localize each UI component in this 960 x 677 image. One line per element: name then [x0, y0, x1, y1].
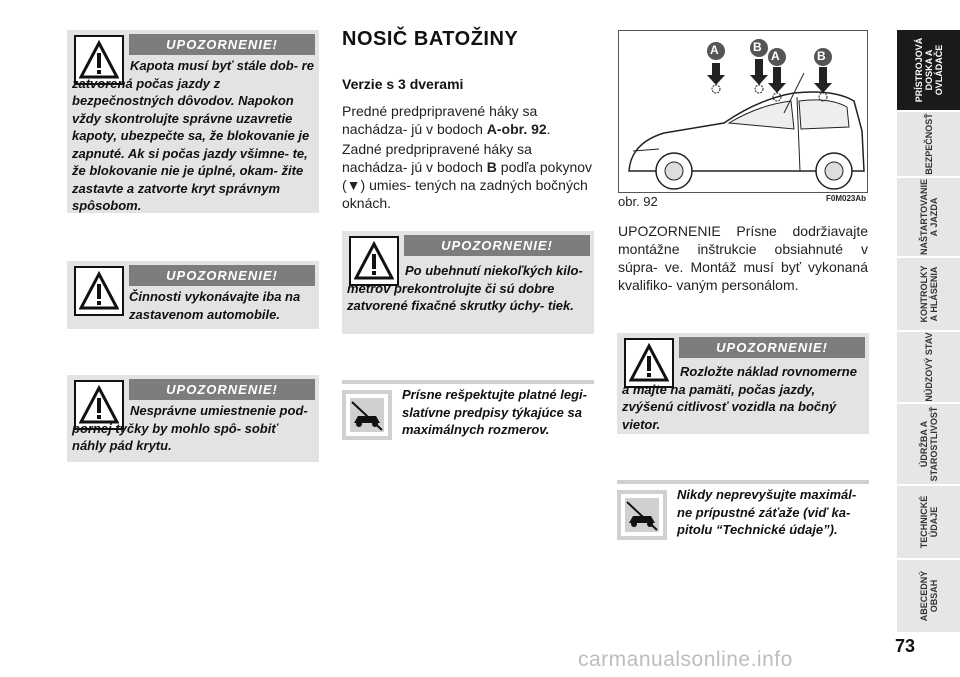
paragraph-front-hooks: Predné predpripravené háky sa nachádza- jú v bodoch A-obr. 92.: [342, 103, 551, 137]
tab-nastartovanie[interactable]: NAŠTARTOVANIE A JAZDA: [897, 178, 960, 256]
sign-text: Prísne rešpektujte platné legi- slatívne predpisy týkajúce sa maximálnych rozmerov.: [402, 387, 587, 437]
warning-text: Rozložte náklad rovnomerne a majte na pamäti, počas jazdy, zvýšenú citlivosť vozidla na bočný vietor.: [622, 364, 857, 432]
page-title: NOSIČ BATOŽINY: [342, 28, 519, 50]
warning-box-stopped: [67, 261, 319, 329]
warning-text: Kapota musí byť stále dob- re zatvorená počas jazdy z bezpečnostných dôvodov. Napokon vždy skontrolujte správne uzavretie kapoty, ubezpečte sa, že blokovanie je zapnuté. Ak si počas jazdy všimne- te, že blokovanie nie je úplné, okam- žite zastavte a zatvorte kryt správnym spôsobom.: [72, 58, 314, 213]
fig-label-b2: B: [817, 49, 826, 63]
tab-nudzovy-stav[interactable]: NÚDZOVÝ STAV: [897, 332, 960, 402]
warning-box-load: [617, 333, 869, 434]
sign-text: Nikdy neprevyšujte maximál- ne prípustné záťaže (viď ka- pitolu “Technické údaje”).: [677, 487, 857, 537]
divider: [342, 380, 594, 384]
tab-pristrojova-doska[interactable]: PRÍSTROJOVÁ DOSKA A OVLÁDAČE: [897, 30, 960, 110]
warning-header: UPOZORNENIE!: [129, 265, 315, 286]
watermark: carmanualsonline.info: [578, 648, 793, 671]
warning-box-support-rod: [67, 375, 319, 462]
triangle-down-icon: ▼: [346, 177, 361, 193]
figure-code: F0M023Ab: [826, 194, 867, 203]
legal-sign-box: [342, 380, 594, 442]
divider: [617, 480, 869, 484]
car-dimensions-sign-icon: [342, 390, 392, 440]
tab-bezpecnost[interactable]: BEZPEČNOSŤ: [897, 112, 960, 176]
tab-udrzba[interactable]: ÚDRŽBA A STAROSTLIVOSŤ: [897, 404, 960, 484]
warning-box-hood: [67, 30, 319, 213]
fig-label-a1: A: [710, 43, 719, 57]
warning-header: UPOZORNENIE!: [129, 34, 315, 55]
figure-caption: obr. 92: [618, 194, 658, 209]
tab-kontrolky[interactable]: KONTROLKY A HLÁSENIA: [897, 258, 960, 330]
warning-text: Činnosti vykonávajte iba na zastavenom automobile.: [129, 289, 301, 322]
warning-header: UPOZORNENIE!: [404, 235, 590, 256]
warning-header: UPOZORNENIE!: [679, 337, 865, 358]
car-load-sign-icon: [617, 490, 667, 540]
warning-text: Po ubehnutí niekoľkých kilo- metrov prekontrolujte či sú dobre zatvorené fixačné skrutky úchy- tiek.: [347, 263, 583, 313]
paragraph-installation: UPOZORNENIE Prísne dodržiavajte montážne inštrukcie obsiahnuté v súpra- ve. Montáž musí byť vykonaná kvalifiko- vaným personálom.: [618, 223, 868, 293]
fig-label-b1: B: [753, 40, 762, 54]
warning-header: UPOZORNENIE!: [129, 379, 315, 400]
paragraph-rear-hooks: Zadné predpripravené háky sa nachádza- jú v bodoch B podľa pokynov (▼) umies- tených na zadných bočných oknách.: [342, 141, 593, 211]
warning-box-screws: [342, 231, 594, 334]
max-load-sign-box: [617, 480, 869, 542]
warning-text: Nesprávne umiestnenie pod- pornej tyčky by mohlo spô- sobiť náhly pád krytu.: [72, 403, 308, 453]
tab-technicke-udaje[interactable]: TECHNICKÉ ÚDAJE: [897, 486, 960, 558]
warning-triangle-icon: [74, 266, 124, 316]
fig-label-a2: A: [771, 49, 780, 63]
section-subtitle: Verzie s 3 dverami: [342, 76, 464, 92]
tab-abecedny-obsah[interactable]: ABECEDNÝ OBSAH: [897, 560, 960, 632]
figure-92-car-roof: [618, 30, 868, 193]
page-number: 73: [895, 636, 916, 656]
